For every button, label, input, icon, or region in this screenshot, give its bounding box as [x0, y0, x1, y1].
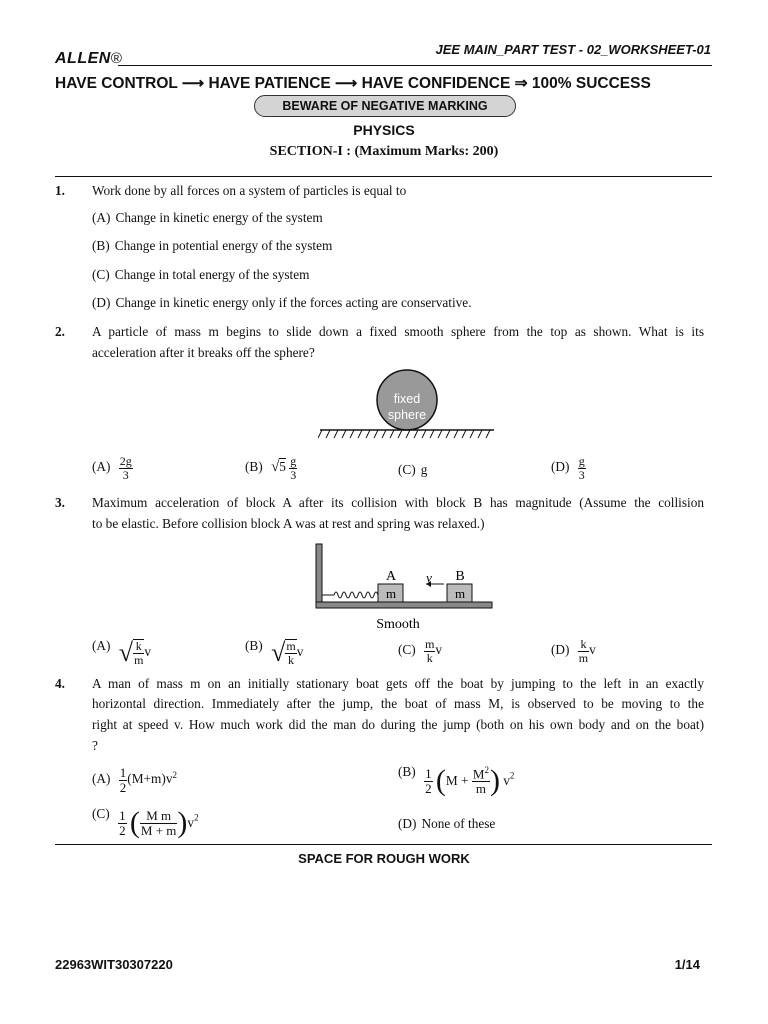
- block-b-mass: m: [454, 586, 466, 601]
- option-text: Change in kinetic energy of the system: [115, 210, 323, 225]
- subject-title: PHYSICS: [353, 122, 415, 138]
- denominator: m: [134, 653, 144, 667]
- spring: [322, 592, 378, 598]
- fraction: [140, 809, 178, 837]
- left-paren-icon: (: [435, 764, 446, 797]
- numerator: m: [286, 639, 296, 654]
- q2-option-a[interactable]: [92, 455, 133, 481]
- half-fraction: [118, 809, 127, 837]
- block-a-label: A: [385, 569, 397, 584]
- sqrt-icon: √: [118, 638, 134, 667]
- denominator: m: [475, 781, 486, 797]
- section-title: SECTION-I : (Maximum Marks: 200): [269, 144, 499, 159]
- rough-work-label: SPACE FOR ROUGH WORK: [298, 851, 470, 866]
- double-arrow-icon: ⇒: [514, 75, 528, 92]
- spring-block-figure: [312, 542, 498, 634]
- left-paren-icon: (: [129, 806, 140, 839]
- motto-patience: HAVE PATIENCE: [208, 75, 331, 92]
- radicand: 5: [279, 459, 286, 475]
- option-label: (D): [398, 816, 417, 831]
- q2-option-c[interactable]: [398, 462, 427, 478]
- right-paren-icon: ): [177, 806, 188, 839]
- question-number: 4.: [55, 676, 65, 691]
- q4-option-b[interactable]: [398, 764, 514, 798]
- numerator: g: [290, 454, 297, 468]
- denominator: 2: [119, 779, 127, 795]
- option-label: (D): [551, 459, 570, 475]
- fixed-sphere-figure: [318, 368, 498, 442]
- question-number: 3.: [55, 495, 65, 510]
- numerator: 1: [119, 765, 127, 780]
- question-text-line: to be elastic. Before collision block A was at rest and spring was relaxed.): [92, 516, 485, 531]
- q4-option-d[interactable]: [398, 816, 495, 832]
- suffix: v: [144, 644, 152, 660]
- motto-success: 100% SUCCESS: [531, 75, 651, 92]
- sqrt-icon: √: [271, 459, 280, 476]
- denominator: k: [426, 650, 433, 665]
- numerator-exponent: 2: [484, 765, 489, 776]
- exponent: 2: [194, 812, 199, 823]
- denominator: k: [288, 653, 295, 667]
- numerator: M m: [140, 809, 178, 824]
- option-label: (A): [92, 459, 111, 475]
- q4-option-a[interactable]: [92, 766, 177, 794]
- question-text-line: ?: [92, 738, 98, 753]
- q3-option-c[interactable]: [398, 638, 442, 664]
- q3-option-d[interactable]: [551, 638, 596, 664]
- motto-control: HAVE CONTROL: [55, 75, 178, 92]
- question-text-line: right at speed v. How much work did the man do during the jump (both on his own body and on the boat): [92, 717, 704, 732]
- block-a-mass: m: [385, 586, 397, 601]
- numerator: 1: [119, 807, 126, 823]
- numerator: 2g: [119, 454, 132, 468]
- header-rule: [118, 65, 712, 66]
- option-label: (B): [92, 238, 110, 253]
- arrow-icon: ⟶: [335, 75, 358, 92]
- motto-confidence: HAVE CONFIDENCE: [361, 75, 511, 92]
- q3-option-a[interactable]: [92, 638, 151, 668]
- motto-banner: [55, 74, 715, 93]
- rough-work-rule: [55, 844, 712, 845]
- numerator: k: [578, 638, 589, 652]
- registered-mark: ®: [110, 50, 123, 67]
- numerator: [472, 766, 490, 782]
- question-text-line: horizontal direction. Immediately after the jump, the boat of mass M, is observed to be moving to the: [92, 696, 704, 711]
- suffix: v: [589, 642, 596, 658]
- question-text-line: acceleration after it breaks off the sphere?: [92, 345, 315, 360]
- ground-hatching: [318, 430, 490, 438]
- question-text-line: Maximum acceleration of block A after its collision with block B has magnitude (Assume the collision: [92, 495, 704, 510]
- fraction: [424, 638, 435, 664]
- option-label: (C): [92, 267, 110, 282]
- option-label: (D): [551, 642, 570, 658]
- option-text: g: [420, 462, 428, 477]
- block-b-label: B: [455, 569, 465, 584]
- lead-term: M +: [445, 773, 469, 788]
- half-fraction: [424, 767, 433, 795]
- denominator: m: [578, 650, 589, 665]
- numerator: g: [578, 454, 585, 468]
- option-label: (B): [245, 638, 263, 653]
- option-text: Change in total energy of the system: [114, 267, 310, 282]
- option-label: (C): [398, 642, 416, 658]
- denominator: 2: [425, 780, 432, 796]
- fraction: [133, 639, 144, 666]
- suffix: v: [435, 642, 443, 658]
- fraction: [472, 766, 490, 796]
- numerator: 1: [425, 765, 432, 781]
- denominator: 3: [578, 467, 585, 482]
- option-text: Change in kinetic energy only if the forces acting are conservative.: [115, 295, 472, 310]
- q2-option-d[interactable]: [551, 455, 586, 481]
- brand-logo: [55, 50, 122, 68]
- fraction: [285, 639, 296, 666]
- sphere-label: fixed: [393, 392, 421, 406]
- exponent: 2: [509, 770, 515, 781]
- question-number: 1.: [55, 183, 65, 198]
- q1-option-b[interactable]: [92, 238, 332, 254]
- option-text: Change in potential energy of the system: [114, 238, 333, 253]
- suffix: v: [296, 644, 304, 660]
- option-label: (A): [92, 638, 111, 653]
- option-label: (D): [92, 295, 111, 310]
- q1-option-c[interactable]: [92, 267, 309, 283]
- denominator: M + m: [140, 822, 177, 838]
- exponent: 2: [172, 769, 177, 780]
- option-text: None of these: [421, 816, 496, 831]
- sphere-label: sphere: [387, 408, 427, 422]
- option-label: (C): [398, 462, 416, 477]
- fraction: [119, 455, 133, 481]
- negative-marking-badge: BEWARE OF NEGATIVE MARKING: [254, 95, 516, 117]
- question-text-line: A man of mass m on an initially stationary boat gets off the boat by jumping to the left in an exactly: [92, 676, 704, 691]
- tail: v: [187, 815, 195, 830]
- fraction: [578, 455, 586, 481]
- question-text-line: A particle of mass m begins to slide down a fixed smooth sphere from the top as shown. What is its: [92, 324, 704, 339]
- page-number: 1/14: [674, 957, 700, 972]
- option-label: (B): [398, 764, 416, 779]
- option-label: (C): [92, 806, 110, 821]
- question-number: 2.: [55, 324, 65, 339]
- document-code: 22963WIT30307220: [55, 957, 173, 972]
- numerator-base: M: [472, 766, 485, 782]
- numerator: m: [425, 637, 435, 651]
- expression: (M+m)v: [127, 771, 173, 787]
- fraction: [578, 638, 589, 664]
- option-label: (A): [92, 771, 111, 787]
- velocity-label: v: [426, 570, 432, 585]
- q1-option-d[interactable]: [92, 295, 472, 311]
- option-label: (B): [245, 459, 263, 475]
- numerator: k: [133, 640, 144, 654]
- floor: [316, 602, 492, 608]
- option-label: (A): [92, 210, 111, 225]
- arrow-icon: ⟶: [181, 75, 205, 92]
- right-paren-icon: ): [489, 764, 500, 797]
- surface-label: Smooth: [376, 617, 420, 632]
- tail: v: [503, 773, 510, 788]
- q4-option-c[interactable]: [92, 806, 199, 840]
- brand-name: ALLEN: [55, 50, 111, 67]
- denominator: 3: [122, 467, 129, 482]
- denominator: 2: [119, 822, 126, 838]
- fraction: [289, 455, 297, 481]
- question-text: Work done by all forces on a system of particles is equal to: [92, 183, 407, 198]
- wall: [316, 544, 322, 608]
- q1-option-a[interactable]: [92, 210, 323, 226]
- section-rule: [55, 176, 712, 177]
- denominator: 3: [290, 467, 297, 482]
- q3-option-b[interactable]: [245, 638, 303, 668]
- q2-option-b[interactable]: [245, 455, 297, 481]
- sqrt-icon: √: [271, 638, 286, 667]
- test-name: JEE MAIN_PART TEST - 02_WORKSHEET-01: [435, 42, 711, 57]
